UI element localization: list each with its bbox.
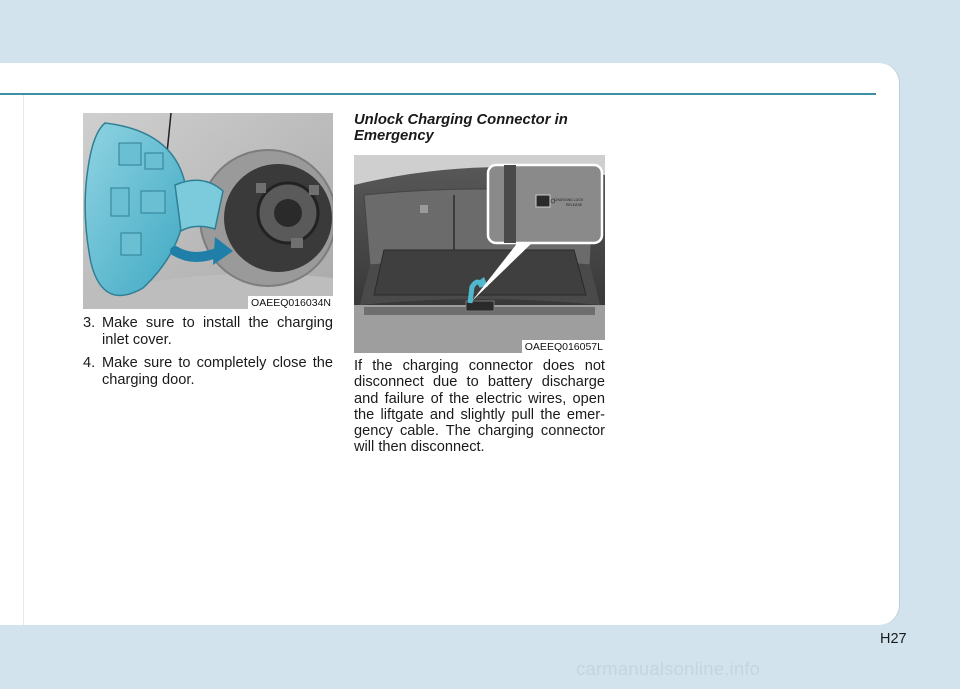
body-paragraph: If the charging connector does not disconnect due to battery discharge and failure of the electric wires, open the liftgate and slightly pull the emer-gency cable. The charging connector will then disconnect.: [354, 358, 605, 456]
step-text: Make sure to install the charging inlet cover.: [102, 315, 333, 348]
trunk-illustration: [354, 155, 605, 353]
step-number: 3.: [83, 315, 96, 331]
callout-label: RELEASE: [566, 203, 583, 207]
margin-line: [23, 95, 24, 625]
trunk-figure: [354, 155, 605, 353]
list-item: [83, 355, 333, 388]
page-number: H27: [880, 631, 907, 647]
figure-code: OAEEQ016034N: [248, 296, 333, 309]
watermark-text: carmanualsonline.info: [576, 658, 761, 679]
charging-door-figure: [83, 113, 333, 309]
list-item: [83, 315, 333, 348]
step-number: 4.: [83, 355, 96, 371]
instruction-list: [83, 315, 333, 395]
charging-door-illustration: [83, 113, 333, 309]
section-heading: Unlock Charging Connector in Emergency: [354, 112, 568, 144]
header-rule: [0, 93, 876, 95]
step-text: Make sure to completely close the charging door.: [102, 355, 333, 388]
callout-label: CHARGING LOCK: [554, 198, 584, 202]
figure-code: OAEEQ016057L: [522, 340, 605, 353]
